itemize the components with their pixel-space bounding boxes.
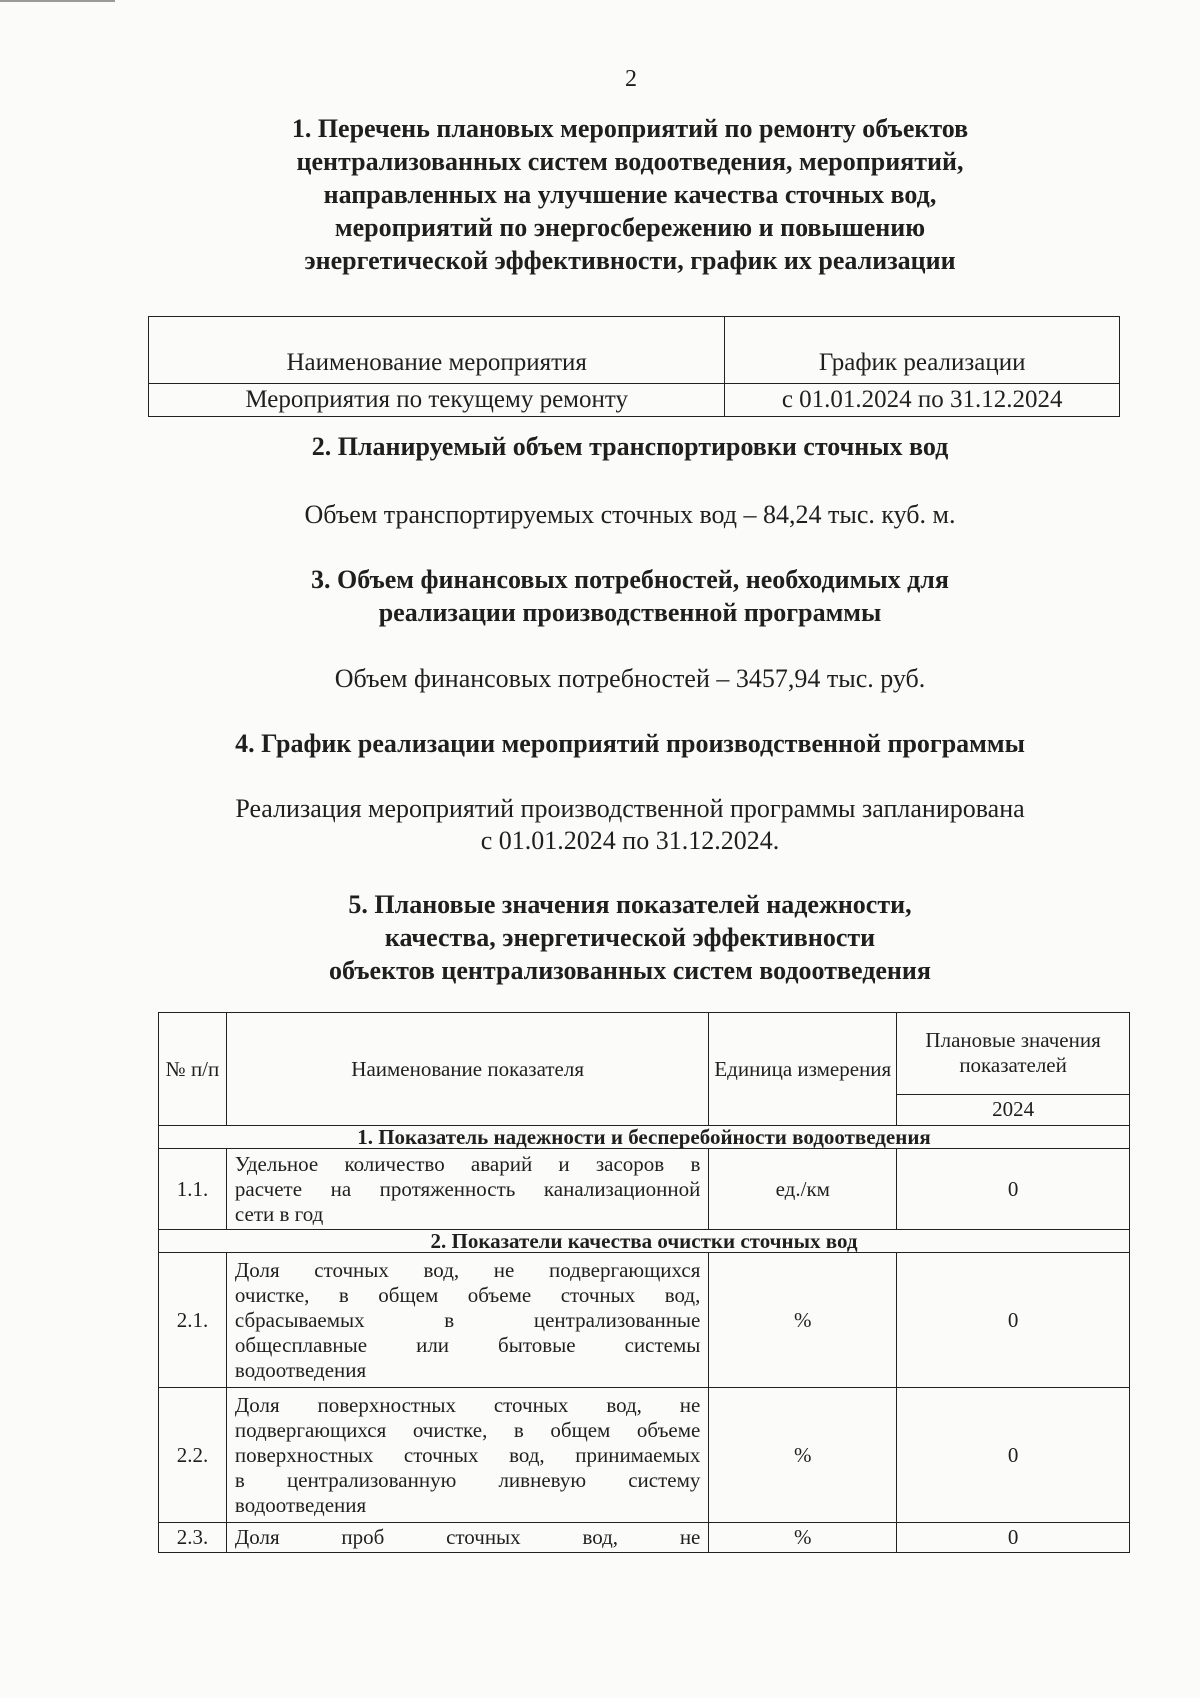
text-line: расчете на протяженность канализационной <box>234 1176 701 1201</box>
heading-line: направленных на улучшение качества сточных вод, <box>323 180 937 209</box>
cell-value: 0 <box>897 1523 1130 1553</box>
text-line: Удельное количество аварий и засоров в <box>234 1151 701 1176</box>
heading-line: реализации производственной программы <box>378 598 882 627</box>
cell-indicator <box>226 1253 708 1388</box>
heading-line: качества, энергетической эффективности <box>384 923 876 952</box>
cell-unit: % <box>709 1253 897 1388</box>
table-row <box>159 1523 1130 1553</box>
cell-indicator <box>226 1388 708 1523</box>
cell-value: 0 <box>897 1388 1130 1523</box>
header-cell-activity: Наименование мероприятия <box>149 317 725 384</box>
page-number: 2 <box>625 66 637 92</box>
heading-line: 1. Перечень плановых мероприятий по ремонту объектов <box>291 114 969 143</box>
cell-unit: % <box>709 1523 897 1553</box>
scan-edge-mark <box>0 0 115 2</box>
section2-text: Объем транспортируемых сточных вод – 84,24 тыс. куб. м. <box>304 500 956 529</box>
cell-number: 2.3. <box>159 1523 227 1553</box>
text-line: водоотведения <box>234 1357 367 1382</box>
text-line: общесплавные или бытовые системы <box>234 1332 701 1357</box>
section3-text: Объем финансовых потребностей – 3457,94 тыс. руб. <box>334 664 926 693</box>
group-title: 1. Показатель надежности и бесперебойности водоотведения <box>159 1126 1130 1149</box>
heading-line: 3. Объем финансовых потребностей, необходимых для <box>311 565 949 594</box>
table-header-row <box>149 317 1120 384</box>
heading-line: 2. Планируемый объем транспортировки сточных вод <box>311 432 949 461</box>
cell-number: 2.1. <box>159 1253 227 1388</box>
text-line: Доля поверхностных сточных вод, не <box>234 1392 701 1417</box>
table-group-row <box>159 1230 1130 1253</box>
section2-heading <box>150 430 1110 463</box>
text-line: в централизованную ливневую систему <box>234 1467 701 1492</box>
schedule-table <box>148 316 1120 417</box>
section3-heading <box>150 563 1110 629</box>
text-line: сбрасываемых в централизованные <box>234 1307 701 1332</box>
text-line: с 01.01.2024 по 31.12.2024. <box>480 826 780 855</box>
cell-value: 0 <box>897 1149 1130 1230</box>
text-line: поверхностных сточных вод, принимаемых <box>234 1442 701 1467</box>
section4-text <box>150 793 1110 857</box>
table-row <box>149 384 1120 417</box>
text-line: сети в год <box>234 1201 324 1226</box>
heading-line: централизованных систем водоотведения, мероприятий, <box>296 147 964 176</box>
cell-indicator <box>226 1523 708 1553</box>
text-line: Реализация мероприятий производственной программы запланирована <box>235 794 1025 823</box>
text-line: водоотведения <box>234 1492 367 1517</box>
table-row <box>159 1388 1130 1523</box>
header-cell-year: 2024 <box>897 1094 1130 1125</box>
header-cell-indicator: Наименование показателя <box>226 1013 708 1126</box>
header-cell-number: № п/п <box>159 1013 227 1126</box>
table-row <box>159 1253 1130 1388</box>
section4-heading <box>150 727 1110 760</box>
group-title: 2. Показатели качества очистки сточных вод <box>159 1230 1130 1253</box>
cell-number: 1.1. <box>159 1149 227 1230</box>
heading-line: 4. График реализации мероприятий производственной программы <box>235 729 1025 758</box>
cell-unit: % <box>709 1388 897 1523</box>
cell-schedule: с 01.01.2024 по 31.12.2024 <box>725 384 1120 417</box>
cell-number: 2.2. <box>159 1388 227 1523</box>
heading-line: мероприятий по энергосбережению и повышению <box>334 213 926 242</box>
cell-activity: Мероприятия по текущему ремонту <box>149 384 725 417</box>
cell-unit: ед./км <box>709 1149 897 1230</box>
text-line: очистке, в общем объеме сточных вод, <box>234 1282 701 1307</box>
table-row <box>159 1149 1130 1230</box>
cell-indicator <box>226 1149 708 1230</box>
header-cell-plan: Плановые значения показателей <box>897 1013 1130 1095</box>
heading-line: объектов централизованных систем водоотведения <box>329 956 931 985</box>
text-line: подвергающихся очистке, в общем объеме <box>234 1417 701 1442</box>
section1-heading <box>150 112 1110 277</box>
text-line: Доля сточных вод, не подвергающихся <box>234 1257 701 1282</box>
cell-value: 0 <box>897 1253 1130 1388</box>
indicators-table <box>158 1012 1130 1553</box>
heading-line: 5. Плановые значения показателей надежности, <box>348 890 912 919</box>
text-line: Доля проб сточных вод, не <box>234 1525 701 1549</box>
header-cell-schedule: График реализации <box>725 317 1120 384</box>
table-group-row <box>159 1126 1130 1149</box>
table-header-row <box>159 1013 1130 1095</box>
heading-line: энергетической эффективности, график их реализации <box>304 246 956 275</box>
section5-heading <box>150 888 1110 987</box>
header-cell-unit: Единица измерения <box>709 1013 897 1126</box>
